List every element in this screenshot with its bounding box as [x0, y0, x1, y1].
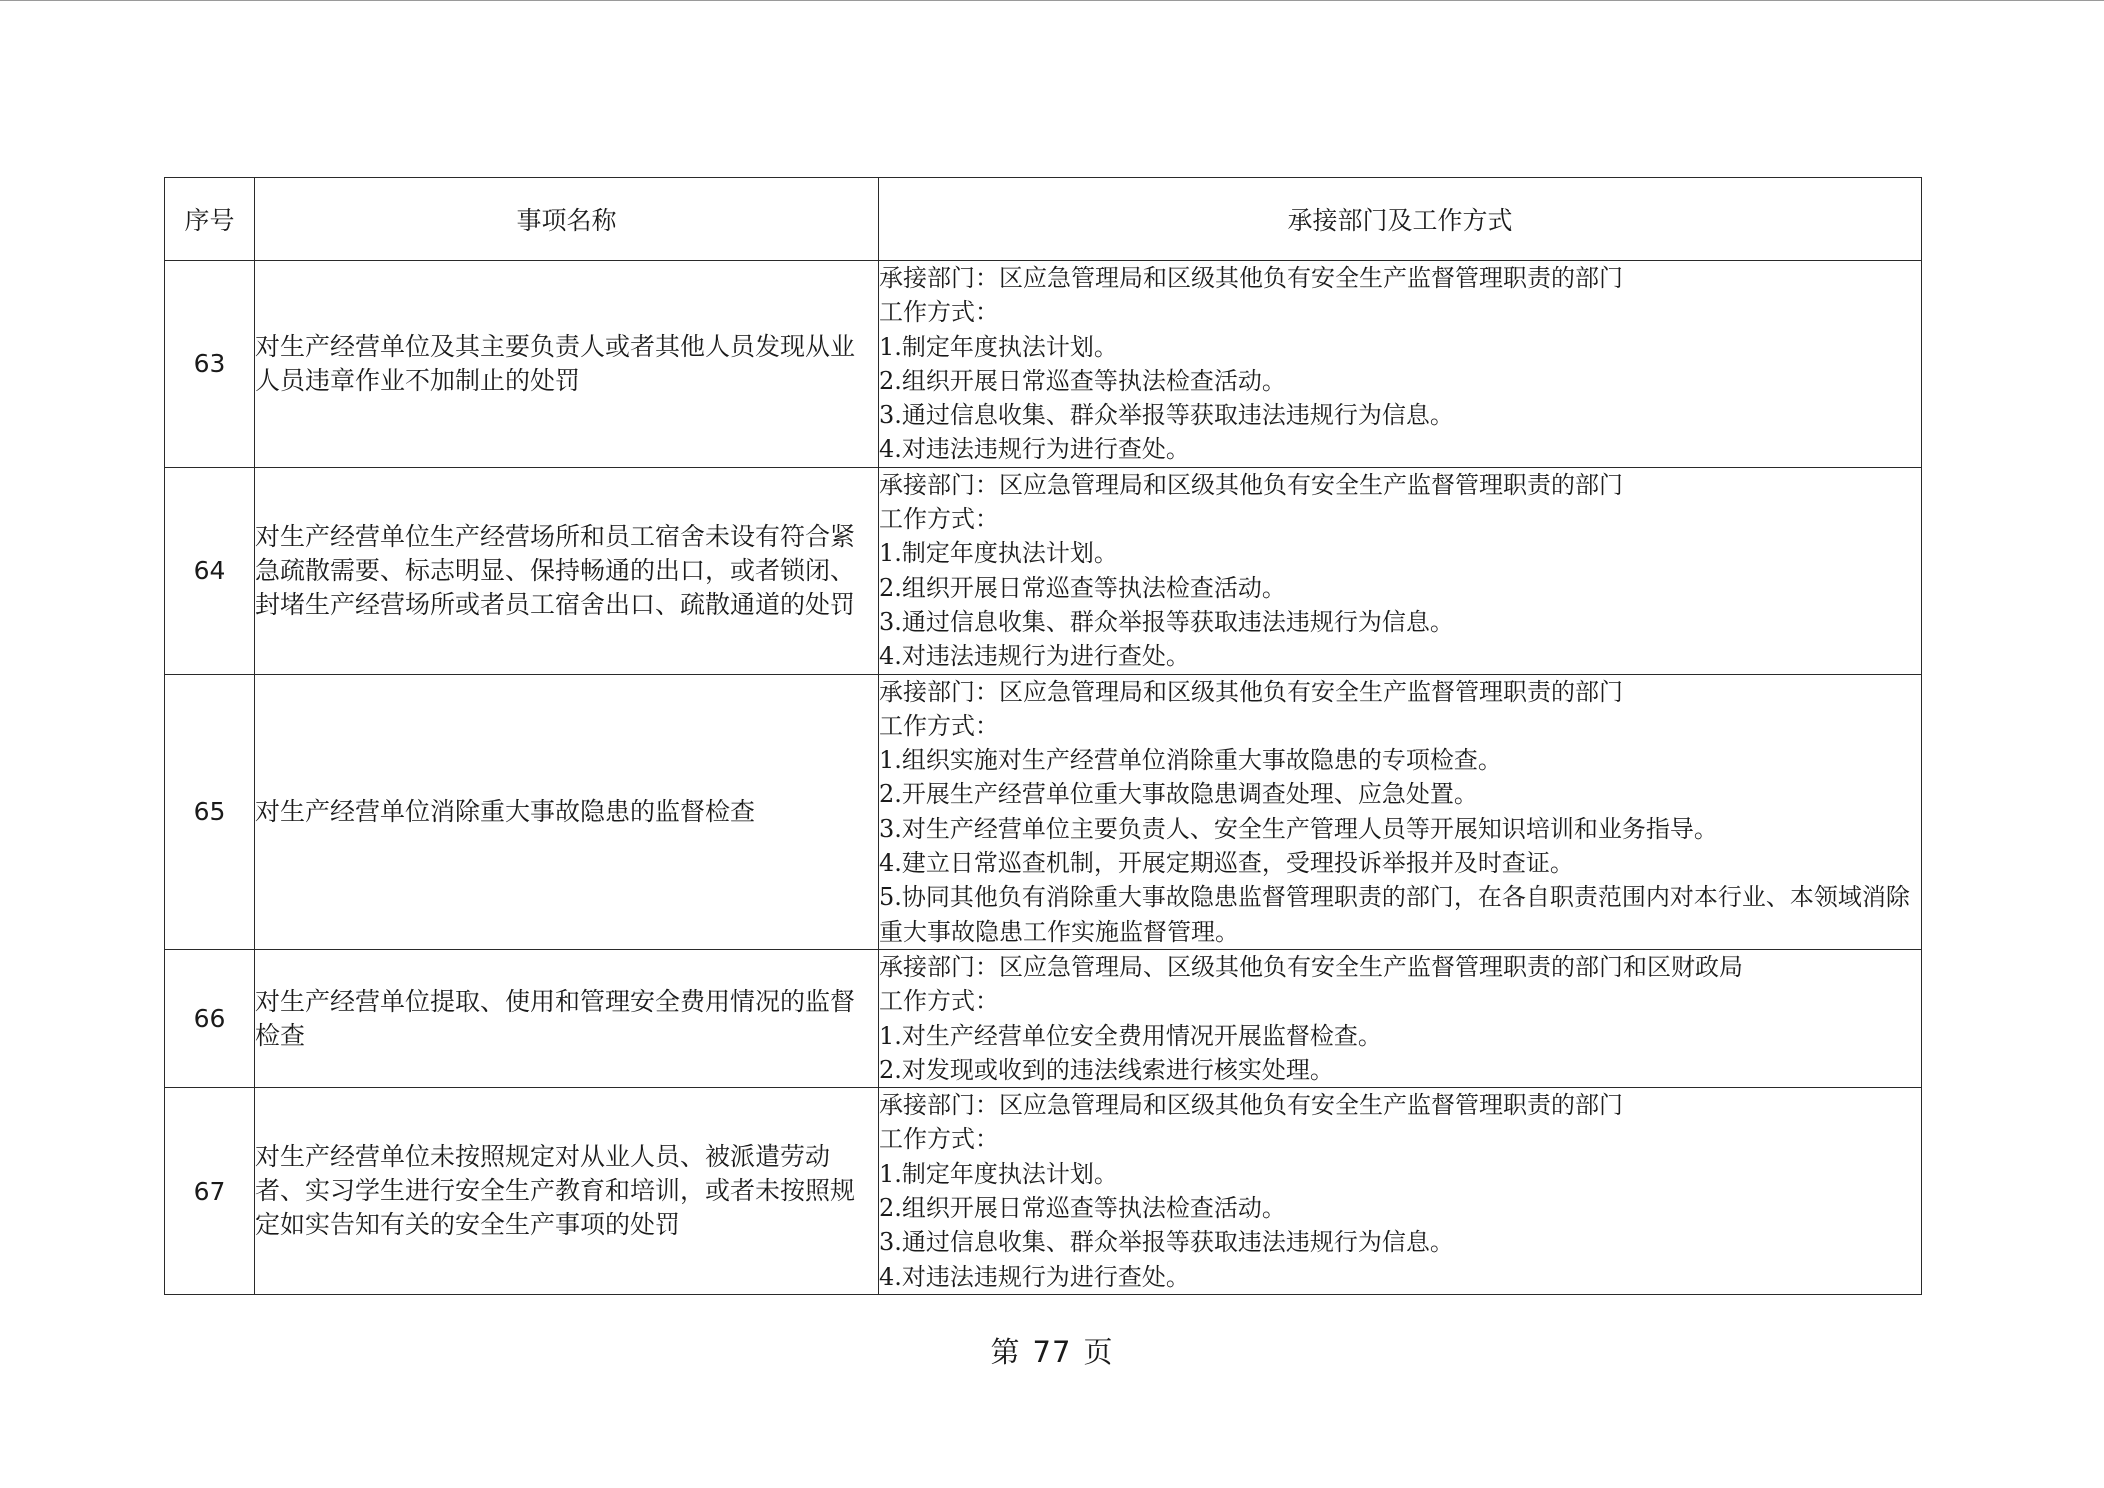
- method-step: 2.组织开展日常巡查等执法检查活动。: [879, 1194, 1286, 1223]
- method-step: 1.对生产经营单位安全费用情况开展监督检查。: [879, 1021, 1382, 1050]
- row-item-name: 对生产经营单位生产经营场所和员工宿舍未设有符合紧急疏散需要、标志明显、保持畅通的出口，或者锁闭、封堵生产经营场所或者员工宿舍出口、疏散通道的处罚: [255, 467, 879, 674]
- method-step: 3.对生产经营单位主要负责人、安全生产管理人员等开展知识培训和业务指导。: [879, 814, 1718, 843]
- row-dept-method: [879, 261, 1922, 468]
- method-label: 工作方式：: [879, 711, 999, 740]
- method-step: 2.开展生产经营单位重大事故隐患调查处理、应急处置。: [879, 780, 1478, 809]
- table-row: [165, 1088, 1922, 1295]
- dept-line: 承接部门：区应急管理局和区级其他负有安全生产监督管理职责的部门: [879, 677, 1623, 706]
- row-item-name: 对生产经营单位及其主要负责人或者其他人员发现从业人员违章作业不加制止的处罚: [255, 261, 879, 468]
- row-item-name: 对生产经营单位消除重大事故隐患的监督检查: [255, 674, 879, 949]
- row-item-name: 对生产经营单位未按照规定对从业人员、被派遣劳动者、实习学生进行安全生产教育和培训，或者未按照规定如实告知有关的安全生产事项的处罚: [255, 1088, 879, 1295]
- row-item-name: 对生产经营单位提取、使用和管理安全费用情况的监督检查: [255, 949, 879, 1087]
- row-dept-method: [879, 674, 1922, 949]
- header-seq: 序号: [165, 178, 255, 261]
- row-seq: 63: [165, 261, 255, 468]
- method-step: 3.通过信息收集、群众举报等获取违法违规行为信息。: [879, 1228, 1454, 1257]
- method-step: 5.协同其他负有消除重大事故隐患监督管理职责的部门，在各自职责范围内对本行业、本领域消除重大事故隐患工作实施监督管理。: [879, 883, 1910, 946]
- table-header-row: [165, 178, 1922, 261]
- table-row: [165, 674, 1922, 949]
- method-label: 工作方式：: [879, 298, 999, 327]
- method-step: 3.通过信息收集、群众举报等获取违法违规行为信息。: [879, 607, 1454, 636]
- row-dept-method: [879, 949, 1922, 1087]
- row-seq: 67: [165, 1088, 255, 1295]
- method-step: 4.对违法违规行为进行查处。: [879, 642, 1190, 671]
- row-dept-method: [879, 467, 1922, 674]
- method-label: 工作方式：: [879, 505, 999, 534]
- dept-line: 承接部门：区应急管理局、区级其他负有安全生产监督管理职责的部门和区财政局: [879, 952, 1743, 981]
- table-row: [165, 261, 1922, 468]
- page-number-suffix: 页: [1083, 1335, 1114, 1369]
- page-top-border: [0, 0, 2104, 1]
- dept-line: 承接部门：区应急管理局和区级其他负有安全生产监督管理职责的部门: [879, 470, 1623, 499]
- method-step: 2.组织开展日常巡查等执法检查活动。: [879, 366, 1286, 395]
- row-seq: 66: [165, 949, 255, 1087]
- responsibility-table: [164, 177, 1922, 1295]
- method-step: 1.组织实施对生产经营单位消除重大事故隐患的专项检查。: [879, 746, 1502, 775]
- row-seq: 64: [165, 467, 255, 674]
- method-step: 3.通过信息收集、群众举报等获取违法违规行为信息。: [879, 401, 1454, 430]
- method-label: 工作方式：: [879, 1125, 999, 1154]
- method-step: 4.对违法违规行为进行查处。: [879, 1262, 1190, 1291]
- dept-line: 承接部门：区应急管理局和区级其他负有安全生产监督管理职责的部门: [879, 264, 1623, 292]
- page-number-prefix: 第: [990, 1335, 1021, 1369]
- method-step: 4.对违法违规行为进行查处。: [879, 435, 1190, 464]
- method-step: 2.对发现或收到的违法线索进行核实处理。: [879, 1055, 1334, 1084]
- page-footer: [0, 1330, 2104, 1371]
- method-step: 2.组织开展日常巡查等执法检查活动。: [879, 573, 1286, 602]
- header-dept-method: 承接部门及工作方式: [879, 178, 1922, 261]
- header-item-name: 事项名称: [255, 178, 879, 261]
- method-step: 1.制定年度执法计划。: [879, 1159, 1118, 1188]
- method-step: 1.制定年度执法计划。: [879, 332, 1118, 361]
- table-row: [165, 949, 1922, 1087]
- method-step: 4.建立日常巡查机制，开展定期巡查，受理投诉举报并及时查证。: [879, 849, 1574, 878]
- method-step: 1.制定年度执法计划。: [879, 539, 1118, 568]
- row-dept-method: [879, 1088, 1922, 1295]
- table-row: [165, 467, 1922, 674]
- page-number: 77: [1032, 1335, 1072, 1369]
- dept-line: 承接部门：区应急管理局和区级其他负有安全生产监督管理职责的部门: [879, 1091, 1623, 1120]
- method-label: 工作方式：: [879, 987, 999, 1016]
- row-seq: 65: [165, 674, 255, 949]
